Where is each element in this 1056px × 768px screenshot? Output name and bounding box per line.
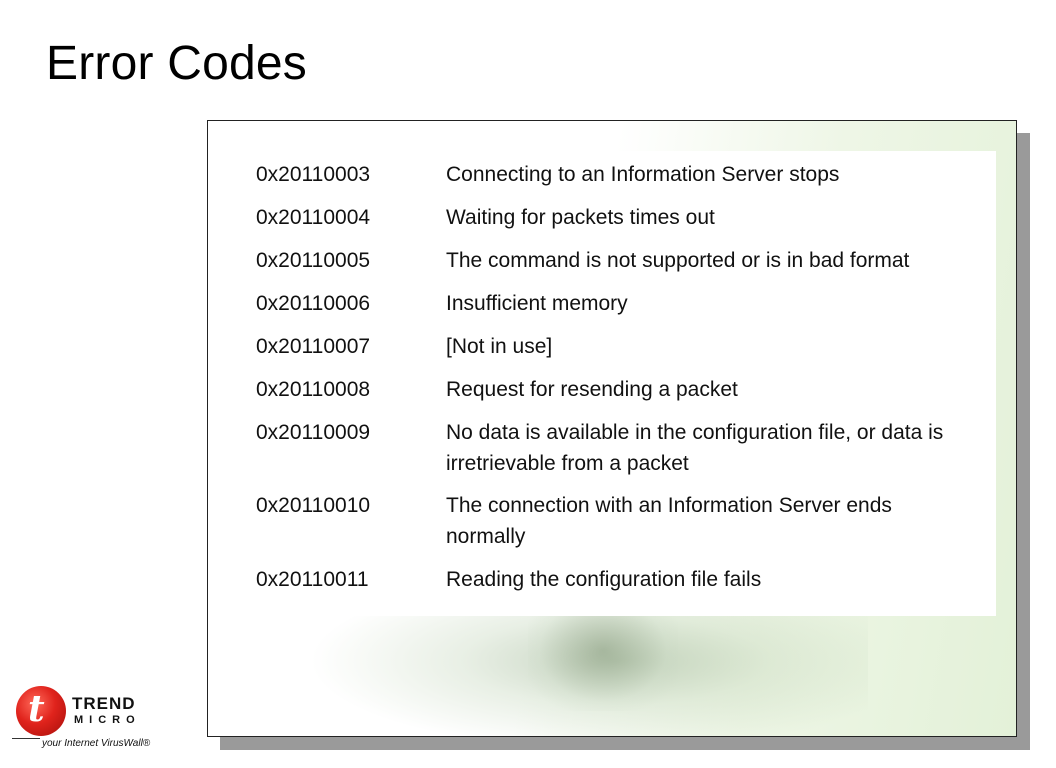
error-description: Reading the configuration file fails: [446, 568, 762, 591]
trend-micro-logo: [12, 684, 162, 756]
error-description: The connection with an Information Server ends normally: [446, 494, 892, 548]
error-code: 0x20110009: [256, 421, 371, 444]
error-code: 0x20110005: [256, 249, 371, 272]
error-description: No data is available in the configuration file, or data is irretrievable from a packet: [446, 421, 944, 475]
error-code: 0x20110008: [256, 378, 371, 401]
logo-divider: [12, 738, 40, 739]
error-description: [Not in use]: [446, 335, 553, 358]
error-code: 0x20110011: [256, 568, 369, 591]
error-description: Request for resending a packet: [446, 378, 738, 401]
logo-tagline: your Internet VirusWall®: [42, 738, 151, 749]
slide-title: Error Codes: [46, 37, 307, 90]
error-description: The command is not supported or is in bad format: [446, 249, 910, 272]
error-codes-panel: [207, 120, 1017, 737]
logo-brand-bottom: MICRO: [74, 714, 141, 726]
error-code: 0x20110004: [256, 206, 371, 229]
error-description: Waiting for packets times out: [446, 206, 715, 229]
error-code: 0x20110010: [256, 494, 371, 517]
error-code: 0x20110006: [256, 292, 371, 315]
background-artwork-detail: [528, 601, 678, 711]
logo-brand-top: TREND: [72, 694, 136, 713]
error-code: 0x20110007: [256, 335, 371, 358]
error-description: Connecting to an Information Server stops: [446, 163, 840, 186]
error-codes-table: [230, 151, 996, 616]
error-description: Insufficient memory: [446, 292, 628, 315]
error-code: 0x20110003: [256, 163, 371, 186]
logo-mark-letter: t: [28, 688, 45, 730]
